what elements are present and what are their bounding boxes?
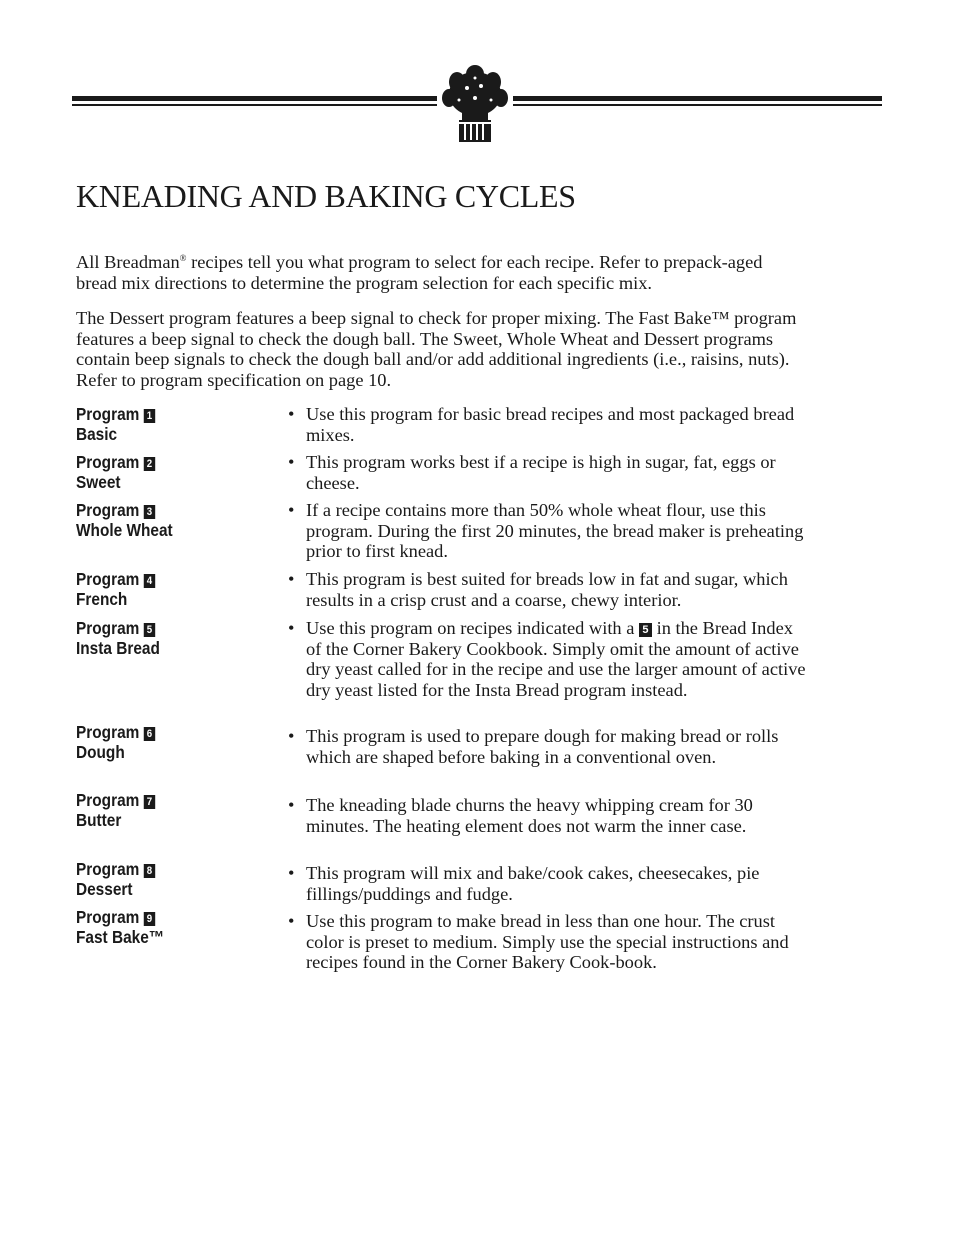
program-7-description [288, 795, 808, 836]
description-text: Use this program to make bread in less than one hour. The crust color is preset to medium. Simply use the special instructions and recipes found in the Corner Bakery Cook-book. [306, 911, 789, 972]
program-9-label [76, 907, 252, 947]
program-4-label [76, 569, 252, 609]
program-5-badge-icon: 5 [639, 623, 652, 637]
intro-paragraph-2: The Dessert program features a beep signal to check for proper mixing. The Fast Bake™ program features a beep signal to check the dough ball. The Sweet, Whole Wheat and Dessert programs contain beep signals to check the dough ball and/or add additional ingredients (i.e., raisins, nuts). Refer to program specification on page 10. [76, 308, 797, 390]
page-title: KNEADING AND BAKING CYCLES [76, 178, 576, 214]
program-word: Program [76, 618, 140, 638]
description-text: Use this program for basic bread recipes and most packaged bread mixes. [306, 404, 795, 445]
wheat-sheaf-icon [437, 64, 513, 146]
registered-mark: ® [179, 253, 187, 263]
program-3-description [288, 500, 808, 562]
program-word: Program [76, 722, 140, 742]
program-number-badge: 6 [144, 727, 155, 741]
program-number-badge: 4 [144, 574, 155, 588]
bullet-icon: • [288, 452, 295, 472]
program-word: Program [76, 907, 140, 927]
program-name: Whole Wheat [76, 520, 173, 540]
program-number-badge: 9 [144, 912, 155, 926]
bullet-icon: • [288, 863, 295, 883]
program-word: Program [76, 859, 140, 879]
program-word: Program [76, 404, 140, 424]
program-1-label [76, 404, 252, 444]
program-name: Butter [76, 810, 122, 830]
program-word: Program [76, 569, 140, 589]
bullet-icon: • [288, 795, 295, 815]
description-text: The kneading blade churns the heavy whipping cream for 30 minutes. The heating element does not warm the inner case. [306, 795, 753, 836]
program-name: Insta Bread [76, 638, 160, 658]
program-number-badge: 5 [144, 623, 155, 637]
bullet-icon: • [288, 911, 295, 931]
program-word: Program [76, 452, 140, 472]
program-7-label [76, 790, 252, 830]
description-text [306, 618, 808, 700]
bullet-icon: • [288, 404, 295, 424]
description-text: This program works best if a recipe is high in sugar, fat, eggs or cheese. [306, 452, 776, 493]
bullet-icon: • [288, 569, 295, 589]
intro1-text-b: recipes tell you what program to select for each recipe. Refer to prepack-aged bread mix directions to determine the program selection for each specific mix. [76, 252, 763, 293]
program-9-description [288, 911, 808, 973]
description-text: This program is best suited for breads low in fat and sugar, which results in a crisp crust and a coarse, chewy interior. [306, 569, 788, 610]
program-word: Program [76, 790, 140, 810]
description-text: This program will mix and bake/cook cakes, cheesecakes, pie fillings/puddings and fudge. [306, 863, 760, 904]
bullet-icon: • [288, 618, 295, 638]
program-name: Fast Bake™ [76, 927, 165, 947]
program-name: French [76, 589, 128, 609]
program-word: Program [76, 500, 140, 520]
program-number-badge: 2 [144, 457, 155, 471]
description-text-b: in the Bread Index of the Corner Bakery Cookbook. Simply omit the amount of active dry yeast called for in the recipe and use the larger amount of active dry yeast listed for the Insta Bread program instead. [306, 618, 806, 700]
program-name: Dessert [76, 879, 133, 899]
description-text-a: Use this program on recipes indicated with a [306, 618, 639, 638]
program-name: Basic [76, 424, 118, 444]
program-name: Sweet [76, 472, 121, 492]
program-number-badge: 3 [144, 505, 155, 519]
program-8-label [76, 859, 252, 899]
program-5-description [288, 618, 808, 700]
program-2-description [288, 452, 808, 493]
program-number-badge: 1 [144, 409, 155, 423]
program-number-badge: 7 [144, 795, 155, 809]
program-2-label [76, 452, 252, 492]
program-1-description [288, 404, 808, 445]
description-text: This program is used to prepare dough for making bread or rolls which are shaped before baking in a conventional oven. [306, 726, 779, 767]
program-6-description [288, 726, 808, 767]
bullet-icon: • [288, 500, 295, 520]
program-6-label [76, 722, 252, 762]
program-8-description [288, 863, 808, 904]
program-number-badge: 8 [144, 864, 155, 878]
program-4-description [288, 569, 808, 610]
intro1-text-a: All Breadman [76, 252, 180, 272]
intro-paragraph-1 [76, 252, 806, 293]
program-3-label [76, 500, 252, 540]
bullet-icon: • [288, 726, 295, 746]
description-text: If a recipe contains more than 50% whole wheat flour, use this program. During the first 20 minutes, the bread maker is preheating prior to first knead. [306, 500, 804, 561]
program-name: Dough [76, 742, 125, 762]
program-5-label [76, 618, 252, 658]
